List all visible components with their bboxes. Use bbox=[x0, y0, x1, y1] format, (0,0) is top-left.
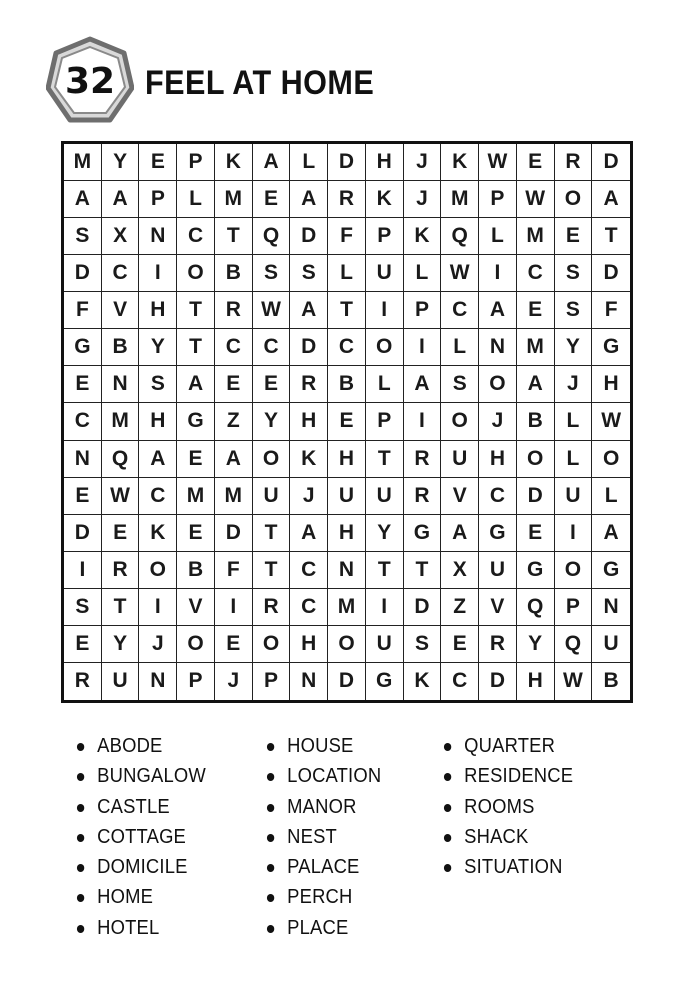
grid-cell[interactable]: X bbox=[102, 218, 140, 255]
grid-cell[interactable]: F bbox=[592, 292, 630, 329]
grid-cell[interactable]: S bbox=[139, 366, 177, 403]
grid-cell[interactable]: H bbox=[328, 441, 366, 478]
grid-cell[interactable]: E bbox=[64, 366, 102, 403]
grid-cell[interactable]: D bbox=[592, 255, 630, 292]
grid-cell[interactable]: G bbox=[177, 403, 215, 440]
word-label: HOTEL bbox=[97, 916, 160, 939]
grid-cell[interactable]: D bbox=[64, 255, 102, 292]
word-label: LOCATION bbox=[287, 765, 382, 788]
word-label: QUARTER bbox=[464, 735, 556, 757]
grid-cell[interactable]: C bbox=[328, 329, 366, 366]
grid-cell[interactable]: A bbox=[253, 144, 291, 181]
grid-cell[interactable]: T bbox=[177, 292, 215, 329]
grid-cell[interactable]: K bbox=[441, 144, 479, 181]
bullet-dot-icon bbox=[267, 894, 274, 902]
grid-cell[interactable]: N bbox=[139, 663, 177, 700]
word-list-item bbox=[266, 731, 381, 761]
grid-cell[interactable]: P bbox=[479, 181, 517, 218]
grid-cell[interactable]: G bbox=[517, 552, 555, 589]
grid-cell[interactable]: I bbox=[139, 589, 177, 626]
grid-cell[interactable]: G bbox=[592, 552, 630, 589]
grid-cell[interactable]: B bbox=[328, 366, 366, 403]
grid-cell[interactable]: K bbox=[366, 181, 404, 218]
grid-cell[interactable]: E bbox=[253, 181, 291, 218]
grid-cell[interactable]: L bbox=[177, 181, 215, 218]
word-label: BUNGALOW bbox=[97, 765, 206, 788]
grid-cell[interactable]: Y bbox=[102, 626, 140, 663]
grid-cell[interactable]: V bbox=[102, 292, 140, 329]
grid-cell[interactable]: H bbox=[592, 366, 630, 403]
word-list-column-2 bbox=[266, 731, 391, 943]
grid-cell[interactable]: D bbox=[328, 144, 366, 181]
grid-cell[interactable]: A bbox=[404, 366, 442, 403]
grid-cell[interactable]: T bbox=[366, 441, 404, 478]
puzzle-number: 32 bbox=[64, 60, 116, 102]
grid-cell[interactable]: E bbox=[102, 515, 140, 552]
grid-cell[interactable]: E bbox=[64, 478, 102, 515]
grid-cell[interactable]: N bbox=[479, 329, 517, 366]
grid-cell[interactable]: H bbox=[366, 144, 404, 181]
word-label: PERCH bbox=[287, 886, 353, 909]
grid-cell[interactable]: R bbox=[102, 552, 140, 589]
grid-cell[interactable]: C bbox=[441, 663, 479, 700]
bullet-dot-icon bbox=[267, 834, 274, 842]
grid-cell[interactable]: L bbox=[479, 218, 517, 255]
grid-cell[interactable]: K bbox=[215, 144, 253, 181]
word-list-item bbox=[443, 761, 573, 791]
grid-cell[interactable]: M bbox=[102, 403, 140, 440]
grid-cell[interactable]: H bbox=[479, 441, 517, 478]
grid-cell[interactable]: U bbox=[366, 626, 404, 663]
grid-cell[interactable]: C bbox=[441, 292, 479, 329]
grid-cell[interactable]: Y bbox=[253, 403, 291, 440]
grid-cell[interactable]: A bbox=[441, 515, 479, 552]
grid-cell[interactable]: I bbox=[555, 515, 593, 552]
bullet-dot-icon bbox=[267, 773, 274, 781]
grid-cell[interactable]: B bbox=[177, 552, 215, 589]
grid-cell[interactable]: D bbox=[64, 515, 102, 552]
word-label: SHACK bbox=[464, 825, 529, 848]
word-list-item bbox=[443, 852, 573, 882]
grid-cell[interactable]: A bbox=[177, 366, 215, 403]
grid-cell[interactable]: U bbox=[479, 552, 517, 589]
grid-cell[interactable]: S bbox=[555, 292, 593, 329]
grid-cell[interactable]: L bbox=[366, 366, 404, 403]
grid-cell[interactable]: A bbox=[592, 181, 630, 218]
grid-cell[interactable]: H bbox=[139, 403, 177, 440]
grid-cell[interactable]: R bbox=[479, 626, 517, 663]
word-label: DOMICILE bbox=[97, 856, 188, 879]
grid-cell[interactable]: N bbox=[328, 552, 366, 589]
bullet-dot-icon bbox=[444, 864, 451, 872]
grid-cell[interactable]: U bbox=[555, 478, 593, 515]
bullet-dot-icon bbox=[444, 834, 451, 842]
grid-cell[interactable]: E bbox=[441, 626, 479, 663]
grid-cell[interactable]: D bbox=[517, 478, 555, 515]
bullet-dot-icon bbox=[77, 925, 84, 933]
grid-cell[interactable]: L bbox=[290, 144, 328, 181]
grid-cell[interactable]: J bbox=[479, 403, 517, 440]
grid-cell[interactable]: E bbox=[328, 403, 366, 440]
bullet-dot-icon bbox=[267, 925, 274, 933]
grid-cell[interactable]: G bbox=[64, 329, 102, 366]
grid-cell[interactable]: E bbox=[517, 515, 555, 552]
grid-cell[interactable]: A bbox=[139, 441, 177, 478]
grid-cell[interactable]: L bbox=[328, 255, 366, 292]
word-label: SITUATION bbox=[464, 856, 563, 879]
grid-cell[interactable]: V bbox=[177, 589, 215, 626]
grid-cell[interactable]: W bbox=[253, 292, 291, 329]
grid-cell[interactable]: Y bbox=[366, 515, 404, 552]
grid-cell[interactable]: U bbox=[102, 663, 140, 700]
grid-cell[interactable]: Q bbox=[102, 441, 140, 478]
grid-cell[interactable]: U bbox=[592, 626, 630, 663]
grid-cell[interactable]: S bbox=[253, 255, 291, 292]
grid-cell[interactable]: E bbox=[215, 366, 253, 403]
word-list-item bbox=[443, 731, 573, 761]
grid-cell[interactable]: D bbox=[215, 515, 253, 552]
word-label: COTTAGE bbox=[97, 825, 187, 848]
grid-cell[interactable]: N bbox=[64, 441, 102, 478]
grid-cell[interactable]: O bbox=[177, 255, 215, 292]
grid-cell[interactable]: O bbox=[441, 403, 479, 440]
grid-cell[interactable]: Q bbox=[441, 218, 479, 255]
word-list-item bbox=[443, 822, 573, 852]
grid-cell[interactable]: T bbox=[404, 552, 442, 589]
grid-cell[interactable]: M bbox=[328, 589, 366, 626]
grid-cell[interactable]: P bbox=[253, 663, 291, 700]
grid-cell[interactable]: L bbox=[555, 403, 593, 440]
grid-cell[interactable]: L bbox=[441, 329, 479, 366]
word-list-item bbox=[266, 761, 381, 791]
grid-cell[interactable]: P bbox=[366, 403, 404, 440]
grid-cell[interactable]: Q bbox=[555, 626, 593, 663]
grid-cell[interactable]: E bbox=[517, 292, 555, 329]
grid-cell[interactable]: W bbox=[441, 255, 479, 292]
grid-cell[interactable]: R bbox=[555, 144, 593, 181]
grid-cell[interactable]: F bbox=[215, 552, 253, 589]
grid-cell[interactable]: O bbox=[366, 329, 404, 366]
grid-cell[interactable]: T bbox=[215, 218, 253, 255]
grid-cell[interactable]: G bbox=[479, 515, 517, 552]
grid-cell[interactable]: H bbox=[139, 292, 177, 329]
grid-cell[interactable]: S bbox=[64, 589, 102, 626]
grid-cell[interactable]: Z bbox=[215, 403, 253, 440]
bullet-dot-icon bbox=[77, 834, 84, 842]
grid-cell[interactable]: K bbox=[404, 663, 442, 700]
grid-cell[interactable]: G bbox=[366, 663, 404, 700]
grid-cell[interactable]: P bbox=[366, 218, 404, 255]
word-list-item bbox=[266, 792, 381, 822]
word-label: PLACE bbox=[287, 916, 349, 939]
grid-cell[interactable]: D bbox=[592, 144, 630, 181]
grid-cell[interactable]: I bbox=[215, 589, 253, 626]
word-label: MANOR bbox=[287, 795, 357, 818]
grid-cell[interactable]: N bbox=[290, 663, 328, 700]
grid-cell[interactable]: E bbox=[517, 144, 555, 181]
grid-cell[interactable]: S bbox=[64, 218, 102, 255]
word-label: HOME bbox=[97, 886, 154, 909]
word-list-column-3 bbox=[443, 731, 585, 882]
bullet-dot-icon bbox=[77, 773, 84, 781]
grid-cell[interactable]: S bbox=[555, 255, 593, 292]
grid-cell[interactable]: H bbox=[328, 515, 366, 552]
grid-cell[interactable]: E bbox=[177, 441, 215, 478]
grid-cell[interactable]: B bbox=[603, 669, 619, 693]
grid-cell[interactable]: T bbox=[253, 515, 291, 552]
word-label: ABODE bbox=[97, 735, 163, 757]
grid-cell[interactable]: A bbox=[290, 181, 328, 218]
word-list-item bbox=[266, 882, 381, 912]
grid-cell[interactable]: T bbox=[177, 329, 215, 366]
word-label: RESIDENCE bbox=[464, 765, 574, 788]
grid-cell[interactable]: A bbox=[102, 181, 140, 218]
grid-cell[interactable]: C bbox=[290, 552, 328, 589]
grid-cell[interactable]: H bbox=[290, 403, 328, 440]
grid-cell[interactable]: J bbox=[555, 366, 593, 403]
grid-cell[interactable]: L bbox=[592, 478, 630, 515]
word-label: CASTLE bbox=[97, 795, 170, 818]
bullet-dot-icon bbox=[77, 804, 84, 812]
grid-cell[interactable]: E bbox=[253, 366, 291, 403]
grid-cell[interactable]: M bbox=[215, 478, 253, 515]
grid-cell[interactable]: E bbox=[555, 218, 593, 255]
grid-cell[interactable]: M bbox=[517, 329, 555, 366]
grid-cell[interactable]: U bbox=[441, 441, 479, 478]
grid-cell[interactable]: D bbox=[479, 663, 517, 700]
grid-cell[interactable]: C bbox=[139, 478, 177, 515]
grid-cell[interactable]: W bbox=[102, 478, 140, 515]
grid-cell[interactable]: C bbox=[215, 329, 253, 366]
grid-cell[interactable]: R bbox=[404, 441, 442, 478]
grid-cell[interactable]: I bbox=[404, 329, 442, 366]
grid-cell[interactable]: R bbox=[64, 663, 102, 700]
grid-cell[interactable]: T bbox=[102, 589, 140, 626]
grid-cell[interactable]: P bbox=[177, 663, 215, 700]
grid-cell[interactable]: C bbox=[177, 218, 215, 255]
word-list-item bbox=[76, 852, 206, 882]
grid-cell[interactable]: R bbox=[404, 478, 442, 515]
grid-cell[interactable]: I bbox=[479, 255, 517, 292]
grid-cell[interactable]: M bbox=[517, 218, 555, 255]
grid-cell[interactable]: D bbox=[290, 218, 328, 255]
grid-cell[interactable]: C bbox=[290, 589, 328, 626]
word-search-grid bbox=[61, 141, 633, 703]
bullet-dot-icon bbox=[77, 743, 84, 751]
word-label: HOUSE bbox=[287, 735, 354, 757]
grid-cell[interactable]: K bbox=[139, 515, 177, 552]
grid-cell[interactable]: Q bbox=[253, 218, 291, 255]
grid-cell[interactable]: W bbox=[592, 403, 630, 440]
grid-cell[interactable]: A bbox=[290, 515, 328, 552]
page-title: FEEL AT HOME bbox=[145, 64, 375, 102]
grid-cell[interactable]: P bbox=[555, 589, 593, 626]
word-list-item bbox=[76, 882, 206, 912]
grid-cell[interactable]: X bbox=[441, 552, 479, 589]
grid-cell[interactable]: S bbox=[290, 255, 328, 292]
grid-cell[interactable]: U bbox=[253, 478, 291, 515]
bullet-dot-icon bbox=[77, 894, 84, 902]
grid-cell[interactable]: I bbox=[366, 589, 404, 626]
grid-cell[interactable]: J bbox=[215, 663, 253, 700]
grid-cell[interactable]: O bbox=[592, 441, 630, 478]
bullet-dot-icon bbox=[444, 743, 451, 751]
grid-cell[interactable]: R bbox=[215, 292, 253, 329]
grid-cell[interactable]: L bbox=[404, 255, 442, 292]
bullet-dot-icon bbox=[267, 804, 274, 812]
word-list-item bbox=[76, 761, 206, 791]
word-list-item bbox=[76, 731, 206, 761]
grid-cell[interactable]: H bbox=[290, 626, 328, 663]
word-list-item bbox=[76, 792, 206, 822]
grid-cell[interactable]: G bbox=[592, 329, 630, 366]
grid-cell[interactable]: O bbox=[253, 441, 291, 478]
grid-cell[interactable]: N bbox=[139, 218, 177, 255]
grid-cell[interactable]: H bbox=[517, 663, 555, 700]
grid-cell[interactable]: I bbox=[366, 292, 404, 329]
grid-cell[interactable]: U bbox=[366, 478, 404, 515]
grid-cell[interactable]: B bbox=[215, 255, 253, 292]
grid-cell[interactable]: T bbox=[366, 552, 404, 589]
bullet-dot-icon bbox=[267, 864, 274, 872]
grid-cell[interactable]: W bbox=[555, 663, 593, 700]
grid-cell[interactable]: N bbox=[592, 589, 630, 626]
grid-cell[interactable]: P bbox=[404, 292, 442, 329]
grid-cell[interactable]: A bbox=[64, 181, 102, 218]
grid-cell[interactable]: D bbox=[328, 663, 366, 700]
grid-cell[interactable]: T bbox=[253, 552, 291, 589]
grid-cell[interactable]: O bbox=[479, 366, 517, 403]
grid-cell[interactable]: K bbox=[290, 441, 328, 478]
grid-cell[interactable]: Y bbox=[102, 144, 140, 181]
grid-cell[interactable]: J bbox=[404, 144, 442, 181]
bullet-dot-icon bbox=[267, 743, 274, 751]
grid-cell[interactable]: U bbox=[366, 255, 404, 292]
grid-cell[interactable]: N bbox=[102, 366, 140, 403]
grid-cell[interactable]: O bbox=[555, 552, 593, 589]
grid-cell[interactable]: S bbox=[441, 366, 479, 403]
grid-cell[interactable]: O bbox=[517, 441, 555, 478]
bullet-dot-icon bbox=[77, 864, 84, 872]
grid-cell[interactable]: G bbox=[404, 515, 442, 552]
grid-cell[interactable]: O bbox=[177, 626, 215, 663]
word-list-item bbox=[266, 913, 381, 943]
grid-cell[interactable]: O bbox=[253, 626, 291, 663]
word-list-column-1 bbox=[76, 731, 217, 943]
grid-cell[interactable]: P bbox=[177, 144, 215, 181]
grid-cell[interactable]: C bbox=[479, 478, 517, 515]
grid-cell[interactable]: V bbox=[479, 589, 517, 626]
grid-cell[interactable]: R bbox=[253, 589, 291, 626]
word-list-item bbox=[76, 822, 206, 852]
grid-cell[interactable]: K bbox=[404, 218, 442, 255]
grid-cell[interactable]: Y bbox=[139, 329, 177, 366]
grid-cell[interactable]: R bbox=[328, 181, 366, 218]
grid-cell[interactable]: E bbox=[139, 144, 177, 181]
grid-cell[interactable]: I bbox=[139, 255, 177, 292]
grid-cell[interactable]: S bbox=[404, 626, 442, 663]
grid-cell[interactable]: C bbox=[253, 329, 291, 366]
grid-cell[interactable]: C bbox=[64, 403, 102, 440]
grid-cell[interactable]: A bbox=[479, 292, 517, 329]
grid-cell[interactable]: Y bbox=[517, 626, 555, 663]
grid-cell[interactable]: Y bbox=[555, 329, 593, 366]
grid-cell[interactable]: I bbox=[404, 403, 442, 440]
bullet-dot-icon bbox=[444, 773, 451, 781]
grid-cell[interactable]: B bbox=[102, 329, 140, 366]
grid-cell[interactable]: F bbox=[64, 292, 102, 329]
grid-cell[interactable]: J bbox=[139, 626, 177, 663]
grid-cell[interactable]: E bbox=[177, 515, 215, 552]
word-label: NEST bbox=[287, 825, 337, 848]
grid-cell[interactable]: R bbox=[290, 366, 328, 403]
grid-cell[interactable]: D bbox=[290, 329, 328, 366]
grid-cell[interactable]: C bbox=[102, 255, 140, 292]
grid-cell[interactable]: O bbox=[139, 552, 177, 589]
grid-cell[interactable]: L bbox=[555, 441, 593, 478]
grid-cell[interactable]: T bbox=[328, 292, 366, 329]
grid-cell[interactable]: A bbox=[517, 366, 555, 403]
word-list-item bbox=[443, 792, 573, 822]
word-list-item bbox=[266, 822, 381, 852]
grid-cell[interactable]: P bbox=[139, 181, 177, 218]
bullet-dot-icon bbox=[444, 804, 451, 812]
grid-cell[interactable]: T bbox=[592, 218, 630, 255]
grid-cell[interactable]: D bbox=[404, 589, 442, 626]
grid-cell[interactable]: O bbox=[555, 181, 593, 218]
grid-cell[interactable]: V bbox=[441, 478, 479, 515]
grid-cell[interactable]: C bbox=[517, 255, 555, 292]
grid-cell[interactable]: I bbox=[64, 552, 102, 589]
grid-cell[interactable]: M bbox=[441, 181, 479, 218]
word-list-item bbox=[76, 913, 206, 943]
grid-cell[interactable]: A bbox=[215, 441, 253, 478]
grid-cell[interactable]: W bbox=[517, 181, 555, 218]
grid-cell[interactable]: M bbox=[215, 181, 253, 218]
grid-cell[interactable]: F bbox=[328, 218, 366, 255]
grid-cell[interactable]: E bbox=[64, 626, 102, 663]
grid-cell[interactable]: E bbox=[215, 626, 253, 663]
grid-cell[interactable]: A bbox=[592, 515, 630, 552]
grid-cell[interactable]: U bbox=[328, 478, 366, 515]
grid-cell[interactable]: W bbox=[479, 144, 517, 181]
grid-cell[interactable]: J bbox=[404, 181, 442, 218]
grid-cell[interactable]: J bbox=[290, 478, 328, 515]
word-label: PALACE bbox=[287, 856, 360, 879]
word-label: ROOMS bbox=[464, 795, 535, 818]
grid-cell[interactable]: Q bbox=[517, 589, 555, 626]
grid-cell[interactable]: Z bbox=[441, 589, 479, 626]
grid-cell[interactable]: O bbox=[328, 626, 366, 663]
grid-cell[interactable]: M bbox=[177, 478, 215, 515]
grid-cell[interactable]: B bbox=[517, 403, 555, 440]
word-list-item bbox=[266, 852, 381, 882]
grid-cell[interactable]: A bbox=[290, 292, 328, 329]
grid-cell[interactable]: M bbox=[64, 144, 102, 181]
